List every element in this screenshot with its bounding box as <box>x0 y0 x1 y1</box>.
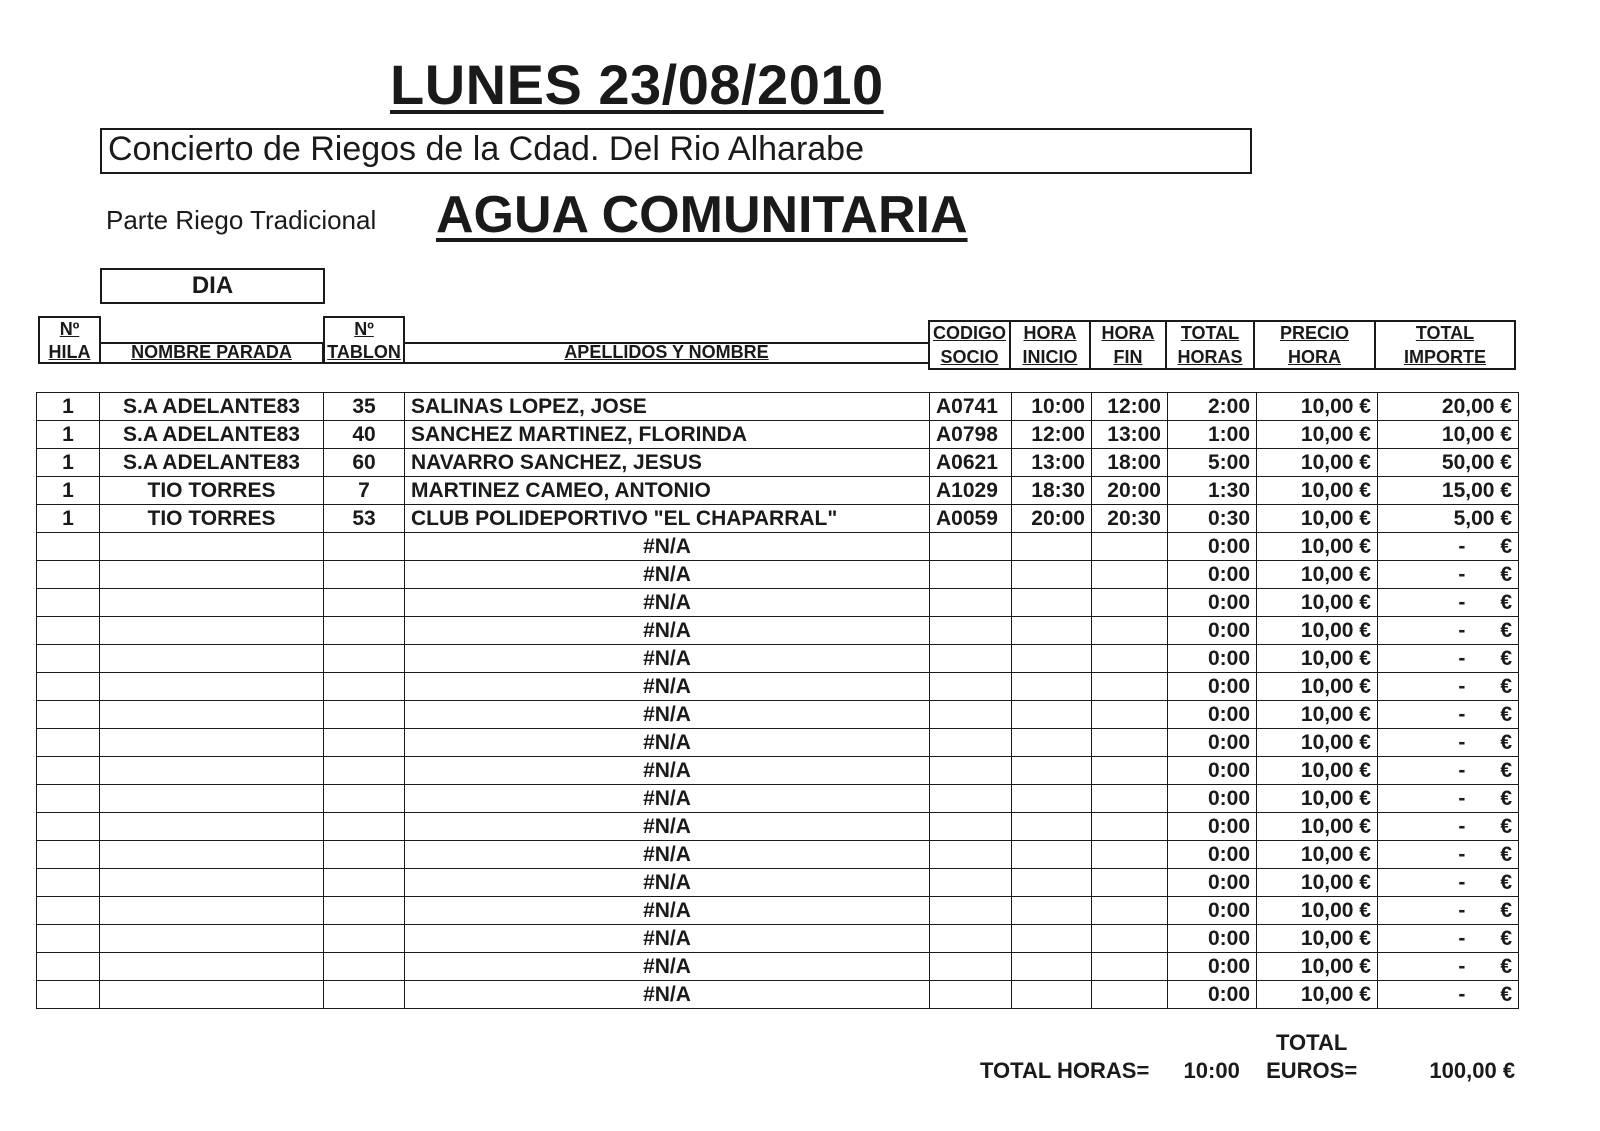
cell-horas: 0:00 <box>1168 589 1257 617</box>
header-tablon-line2: TABLON <box>327 342 401 362</box>
cell-inicio <box>1012 981 1092 1009</box>
cell-tablon <box>324 785 405 813</box>
cell-importe: - € <box>1378 729 1519 757</box>
cell-nombre: #N/A <box>405 981 930 1009</box>
cell-hila <box>37 841 100 869</box>
cell-hila <box>37 897 100 925</box>
cell-parada <box>100 673 324 701</box>
cell-tablon: 40 <box>324 421 405 449</box>
cell-precio: 10,00 € <box>1257 925 1378 953</box>
riego-table <box>36 392 1519 1009</box>
cell-codigo: A0741 <box>930 393 1012 421</box>
table-row <box>37 953 1519 981</box>
header-codigo-line2: SOCIO <box>940 347 999 367</box>
totals-row <box>980 1058 1515 1084</box>
cell-tablon <box>324 869 405 897</box>
header-total-horas-line1: TOTAL <box>1180 323 1240 343</box>
cell-fin <box>1092 869 1168 897</box>
cell-inicio: 13:00 <box>1012 449 1092 477</box>
cell-importe: - € <box>1378 645 1519 673</box>
header-importe-line2: IMPORTE <box>1403 347 1486 367</box>
cell-fin <box>1092 953 1168 981</box>
cell-codigo <box>930 897 1012 925</box>
cell-hila <box>37 701 100 729</box>
cell-inicio <box>1012 813 1092 841</box>
cell-hila: 1 <box>37 449 100 477</box>
header-codigo <box>928 320 1011 370</box>
cell-inicio: 18:30 <box>1012 477 1092 505</box>
cell-codigo <box>930 981 1012 1009</box>
header-inicio-line2: INICIO <box>1022 347 1078 367</box>
cell-importe: - € <box>1378 701 1519 729</box>
header-total-horas <box>1165 320 1255 370</box>
cell-codigo <box>930 617 1012 645</box>
header-parada <box>99 342 324 364</box>
table-row <box>37 869 1519 897</box>
header-inicio <box>1009 320 1091 370</box>
cell-hila <box>37 757 100 785</box>
cell-fin <box>1092 981 1168 1009</box>
cell-inicio <box>1012 953 1092 981</box>
table-row <box>37 729 1519 757</box>
cell-hila <box>37 813 100 841</box>
cell-horas: 1:00 <box>1168 421 1257 449</box>
cell-parada <box>100 981 324 1009</box>
total-horas-value: 10:00 <box>1183 1058 1240 1083</box>
cell-parada: S.A ADELANTE83 <box>100 449 324 477</box>
cell-nombre: MARTINEZ CAMEO, ANTONIO <box>405 477 930 505</box>
cell-importe: - € <box>1378 869 1519 897</box>
table-row <box>37 981 1519 1009</box>
cell-fin <box>1092 757 1168 785</box>
cell-precio: 10,00 € <box>1257 981 1378 1009</box>
cell-inicio <box>1012 617 1092 645</box>
cell-importe: - € <box>1378 981 1519 1009</box>
cell-parada <box>100 645 324 673</box>
cell-fin: 20:00 <box>1092 477 1168 505</box>
cell-nombre: #N/A <box>405 645 930 673</box>
cell-horas: 0:00 <box>1168 757 1257 785</box>
cell-precio: 10,00 € <box>1257 393 1378 421</box>
cell-inicio: 12:00 <box>1012 421 1092 449</box>
cell-nombre: #N/A <box>405 673 930 701</box>
cell-hila <box>37 869 100 897</box>
cell-tablon <box>324 757 405 785</box>
cell-importe: - € <box>1378 673 1519 701</box>
cell-horas: 0:00 <box>1168 785 1257 813</box>
cell-precio: 10,00 € <box>1257 869 1378 897</box>
cell-fin <box>1092 785 1168 813</box>
table-row <box>37 841 1519 869</box>
parte-main-title: AGUA COMUNITARIA <box>436 186 968 244</box>
cell-tablon: 35 <box>324 393 405 421</box>
cell-inicio: 10:00 <box>1012 393 1092 421</box>
cell-nombre: #N/A <box>405 953 930 981</box>
table-row <box>37 561 1519 589</box>
cell-importe: - € <box>1378 953 1519 981</box>
cell-codigo <box>930 785 1012 813</box>
cell-nombre: #N/A <box>405 561 930 589</box>
cell-precio: 10,00 € <box>1257 645 1378 673</box>
cell-horas: 5:00 <box>1168 449 1257 477</box>
cell-horas: 0:00 <box>1168 813 1257 841</box>
total-euros-value: 100,00 € <box>1429 1058 1516 1083</box>
cell-horas: 0:00 <box>1168 953 1257 981</box>
cell-parada <box>100 617 324 645</box>
cell-horas: 1:30 <box>1168 477 1257 505</box>
cell-parada <box>100 785 324 813</box>
cell-importe: 50,00 € <box>1378 449 1519 477</box>
table-row <box>37 925 1519 953</box>
cell-horas: 0:00 <box>1168 701 1257 729</box>
cell-codigo <box>930 533 1012 561</box>
cell-fin <box>1092 729 1168 757</box>
table-row <box>37 673 1519 701</box>
cell-hila <box>37 953 100 981</box>
header-fin-line1: HORA <box>1101 323 1155 343</box>
cell-nombre: #N/A <box>405 785 930 813</box>
subtitle: Concierto de Riegos de la Cdad. Del Rio Alharabe <box>108 130 865 168</box>
cell-tablon <box>324 701 405 729</box>
cell-horas: 0:00 <box>1168 561 1257 589</box>
cell-horas: 0:00 <box>1168 533 1257 561</box>
cell-precio: 10,00 € <box>1257 841 1378 869</box>
cell-importe: - € <box>1378 589 1519 617</box>
cell-fin <box>1092 589 1168 617</box>
cell-codigo <box>930 589 1012 617</box>
cell-importe: - € <box>1378 757 1519 785</box>
cell-hila <box>37 785 100 813</box>
table-row <box>37 421 1519 449</box>
cell-importe: - € <box>1378 813 1519 841</box>
table-row <box>37 897 1519 925</box>
cell-parada: TIO TORRES <box>100 505 324 533</box>
header-codigo-line1: CODIGO <box>932 323 1006 343</box>
header-nombre-label: APELLIDOS Y NOMBRE <box>564 342 769 362</box>
cell-inicio <box>1012 925 1092 953</box>
cell-codigo: A1029 <box>930 477 1012 505</box>
cell-tablon <box>324 589 405 617</box>
cell-tablon <box>324 533 405 561</box>
cell-inicio <box>1012 701 1092 729</box>
cell-tablon <box>324 925 405 953</box>
header-tablon-line1: Nº <box>354 319 374 339</box>
cell-codigo <box>930 561 1012 589</box>
cell-tablon <box>324 897 405 925</box>
total-euros-label: EUROS= <box>1266 1058 1358 1083</box>
cell-nombre: #N/A <box>405 925 930 953</box>
cell-fin <box>1092 701 1168 729</box>
cell-parada <box>100 701 324 729</box>
cell-fin <box>1092 897 1168 925</box>
cell-tablon <box>324 561 405 589</box>
cell-precio: 10,00 € <box>1257 673 1378 701</box>
cell-precio: 10,00 € <box>1257 421 1378 449</box>
cell-horas: 0:00 <box>1168 841 1257 869</box>
table-row <box>37 505 1519 533</box>
header-importe-line1: TOTAL <box>1415 323 1475 343</box>
cell-fin <box>1092 925 1168 953</box>
cell-precio: 10,00 € <box>1257 701 1378 729</box>
cell-codigo <box>930 701 1012 729</box>
cell-inicio <box>1012 757 1092 785</box>
cell-tablon <box>324 673 405 701</box>
cell-parada <box>100 757 324 785</box>
cell-tablon: 60 <box>324 449 405 477</box>
cell-codigo <box>930 869 1012 897</box>
header-fin <box>1089 320 1167 370</box>
cell-inicio <box>1012 897 1092 925</box>
cell-hila <box>37 561 100 589</box>
cell-fin <box>1092 645 1168 673</box>
cell-hila <box>37 645 100 673</box>
cell-importe: 5,00 € <box>1378 505 1519 533</box>
header-hila-line1: Nº <box>59 319 80 339</box>
cell-nombre: #N/A <box>405 701 930 729</box>
table-row <box>37 533 1519 561</box>
cell-horas: 0:00 <box>1168 925 1257 953</box>
cell-parada <box>100 589 324 617</box>
cell-fin <box>1092 813 1168 841</box>
table-row <box>37 477 1519 505</box>
header-total-horas-line2: HORAS <box>1177 347 1243 367</box>
cell-precio: 10,00 € <box>1257 449 1378 477</box>
cell-hila: 1 <box>37 393 100 421</box>
table-row <box>37 393 1519 421</box>
cell-hila: 1 <box>37 477 100 505</box>
cell-parada <box>100 897 324 925</box>
cell-codigo: A0798 <box>930 421 1012 449</box>
cell-tablon <box>324 841 405 869</box>
cell-hila <box>37 589 100 617</box>
cell-precio: 10,00 € <box>1257 729 1378 757</box>
cell-nombre: #N/A <box>405 841 930 869</box>
cell-tablon <box>324 981 405 1009</box>
cell-nombre: SALINAS LOPEZ, JOSE <box>405 393 930 421</box>
cell-precio: 10,00 € <box>1257 897 1378 925</box>
cell-precio: 10,00 € <box>1257 953 1378 981</box>
cell-nombre: SANCHEZ MARTINEZ, FLORINDA <box>405 421 930 449</box>
cell-horas: 2:00 <box>1168 393 1257 421</box>
header-precio-line2: HORA <box>1288 347 1341 367</box>
cell-codigo <box>930 925 1012 953</box>
cell-importe: - € <box>1378 617 1519 645</box>
cell-inicio <box>1012 869 1092 897</box>
cell-horas: 0:00 <box>1168 673 1257 701</box>
cell-importe: - € <box>1378 925 1519 953</box>
cell-inicio <box>1012 589 1092 617</box>
cell-parada <box>100 925 324 953</box>
header-importe <box>1374 320 1516 370</box>
cell-nombre: #N/A <box>405 729 930 757</box>
parte-label: Parte Riego Tradicional <box>106 205 377 235</box>
cell-inicio <box>1012 785 1092 813</box>
table-row <box>37 617 1519 645</box>
cell-horas: 0:00 <box>1168 617 1257 645</box>
cell-nombre: #N/A <box>405 869 930 897</box>
cell-precio: 10,00 € <box>1257 477 1378 505</box>
cell-importe: 10,00 € <box>1378 421 1519 449</box>
cell-parada <box>100 561 324 589</box>
cell-codigo <box>930 953 1012 981</box>
page-title: LUNES 23/08/2010 <box>390 53 884 116</box>
cell-importe: - € <box>1378 785 1519 813</box>
cell-tablon: 53 <box>324 505 405 533</box>
cell-codigo: A0059 <box>930 505 1012 533</box>
cell-inicio <box>1012 729 1092 757</box>
cell-precio: 10,00 € <box>1257 785 1378 813</box>
cell-horas: 0:00 <box>1168 897 1257 925</box>
table-row <box>37 589 1519 617</box>
cell-importe: 20,00 € <box>1378 393 1519 421</box>
dia-field: DIA <box>100 268 325 304</box>
cell-hila <box>37 925 100 953</box>
header-precio-line1: PRECIO <box>1279 323 1349 343</box>
cell-hila <box>37 617 100 645</box>
cell-nombre: #N/A <box>405 813 930 841</box>
cell-parada: TIO TORRES <box>100 477 324 505</box>
header-inicio-line1: HORA <box>1023 323 1077 343</box>
cell-inicio <box>1012 561 1092 589</box>
cell-tablon: 7 <box>324 477 405 505</box>
header-hila <box>38 316 101 364</box>
cell-importe: - € <box>1378 561 1519 589</box>
cell-codigo <box>930 729 1012 757</box>
cell-precio: 10,00 € <box>1257 533 1378 561</box>
cell-codigo <box>930 841 1012 869</box>
cell-precio: 10,00 € <box>1257 617 1378 645</box>
cell-horas: 0:00 <box>1168 981 1257 1009</box>
table-row <box>37 813 1519 841</box>
cell-tablon <box>324 645 405 673</box>
cell-inicio <box>1012 841 1092 869</box>
cell-nombre: NAVARRO SANCHEZ, JESUS <box>405 449 930 477</box>
header-tablon <box>323 316 405 364</box>
cell-importe: - € <box>1378 897 1519 925</box>
cell-hila: 1 <box>37 421 100 449</box>
cell-parada <box>100 813 324 841</box>
cell-importe: - € <box>1378 533 1519 561</box>
cell-precio: 10,00 € <box>1257 589 1378 617</box>
cell-fin <box>1092 561 1168 589</box>
cell-tablon <box>324 953 405 981</box>
table-row <box>37 701 1519 729</box>
cell-nombre: #N/A <box>405 757 930 785</box>
cell-codigo <box>930 813 1012 841</box>
cell-inicio <box>1012 645 1092 673</box>
table-row <box>37 785 1519 813</box>
cell-inicio <box>1012 673 1092 701</box>
cell-hila <box>37 533 100 561</box>
cell-parada <box>100 953 324 981</box>
header-hila-line2: HILA <box>48 342 91 362</box>
cell-nombre: CLUB POLIDEPORTIVO "EL CHAPARRAL" <box>405 505 930 533</box>
cell-fin <box>1092 617 1168 645</box>
cell-horas: 0:00 <box>1168 869 1257 897</box>
cell-codigo <box>930 757 1012 785</box>
cell-parada <box>100 533 324 561</box>
table-row <box>37 449 1519 477</box>
cell-nombre: #N/A <box>405 533 930 561</box>
cell-parada: S.A ADELANTE83 <box>100 393 324 421</box>
cell-fin <box>1092 841 1168 869</box>
cell-horas: 0:00 <box>1168 729 1257 757</box>
header-precio <box>1253 320 1376 370</box>
cell-hila <box>37 729 100 757</box>
cell-nombre: #N/A <box>405 617 930 645</box>
cell-fin <box>1092 673 1168 701</box>
cell-precio: 10,00 € <box>1257 561 1378 589</box>
cell-nombre: #N/A <box>405 589 930 617</box>
cell-horas: 0:00 <box>1168 645 1257 673</box>
cell-hila <box>37 673 100 701</box>
cell-hila: 1 <box>37 505 100 533</box>
cell-tablon <box>324 617 405 645</box>
cell-horas: 0:30 <box>1168 505 1257 533</box>
cell-fin <box>1092 533 1168 561</box>
cell-inicio <box>1012 533 1092 561</box>
cell-hila <box>37 981 100 1009</box>
cell-fin: 13:00 <box>1092 421 1168 449</box>
cell-precio: 10,00 € <box>1257 505 1378 533</box>
cell-parada <box>100 869 324 897</box>
header-nombre <box>403 342 930 364</box>
table-row <box>37 757 1519 785</box>
cell-importe: - € <box>1378 841 1519 869</box>
cell-importe: 15,00 € <box>1378 477 1519 505</box>
cell-parada <box>100 841 324 869</box>
cell-codigo <box>930 645 1012 673</box>
cell-fin: 18:00 <box>1092 449 1168 477</box>
total-horas-label: TOTAL HORAS= <box>980 1058 1150 1083</box>
header-parada-label: NOMBRE PARADA <box>131 342 292 362</box>
cell-tablon <box>324 813 405 841</box>
cell-precio: 10,00 € <box>1257 813 1378 841</box>
total-euros-label-top: TOTAL <box>1276 1030 1348 1055</box>
cell-precio: 10,00 € <box>1257 757 1378 785</box>
cell-codigo <box>930 673 1012 701</box>
cell-fin: 12:00 <box>1092 393 1168 421</box>
cell-fin: 20:30 <box>1092 505 1168 533</box>
cell-parada <box>100 729 324 757</box>
header-fin-line2: FIN <box>1113 347 1143 367</box>
cell-parada: S.A ADELANTE83 <box>100 421 324 449</box>
cell-codigo: A0621 <box>930 449 1012 477</box>
cell-nombre: #N/A <box>405 897 930 925</box>
cell-inicio: 20:00 <box>1012 505 1092 533</box>
cell-tablon <box>324 729 405 757</box>
table-row <box>37 645 1519 673</box>
